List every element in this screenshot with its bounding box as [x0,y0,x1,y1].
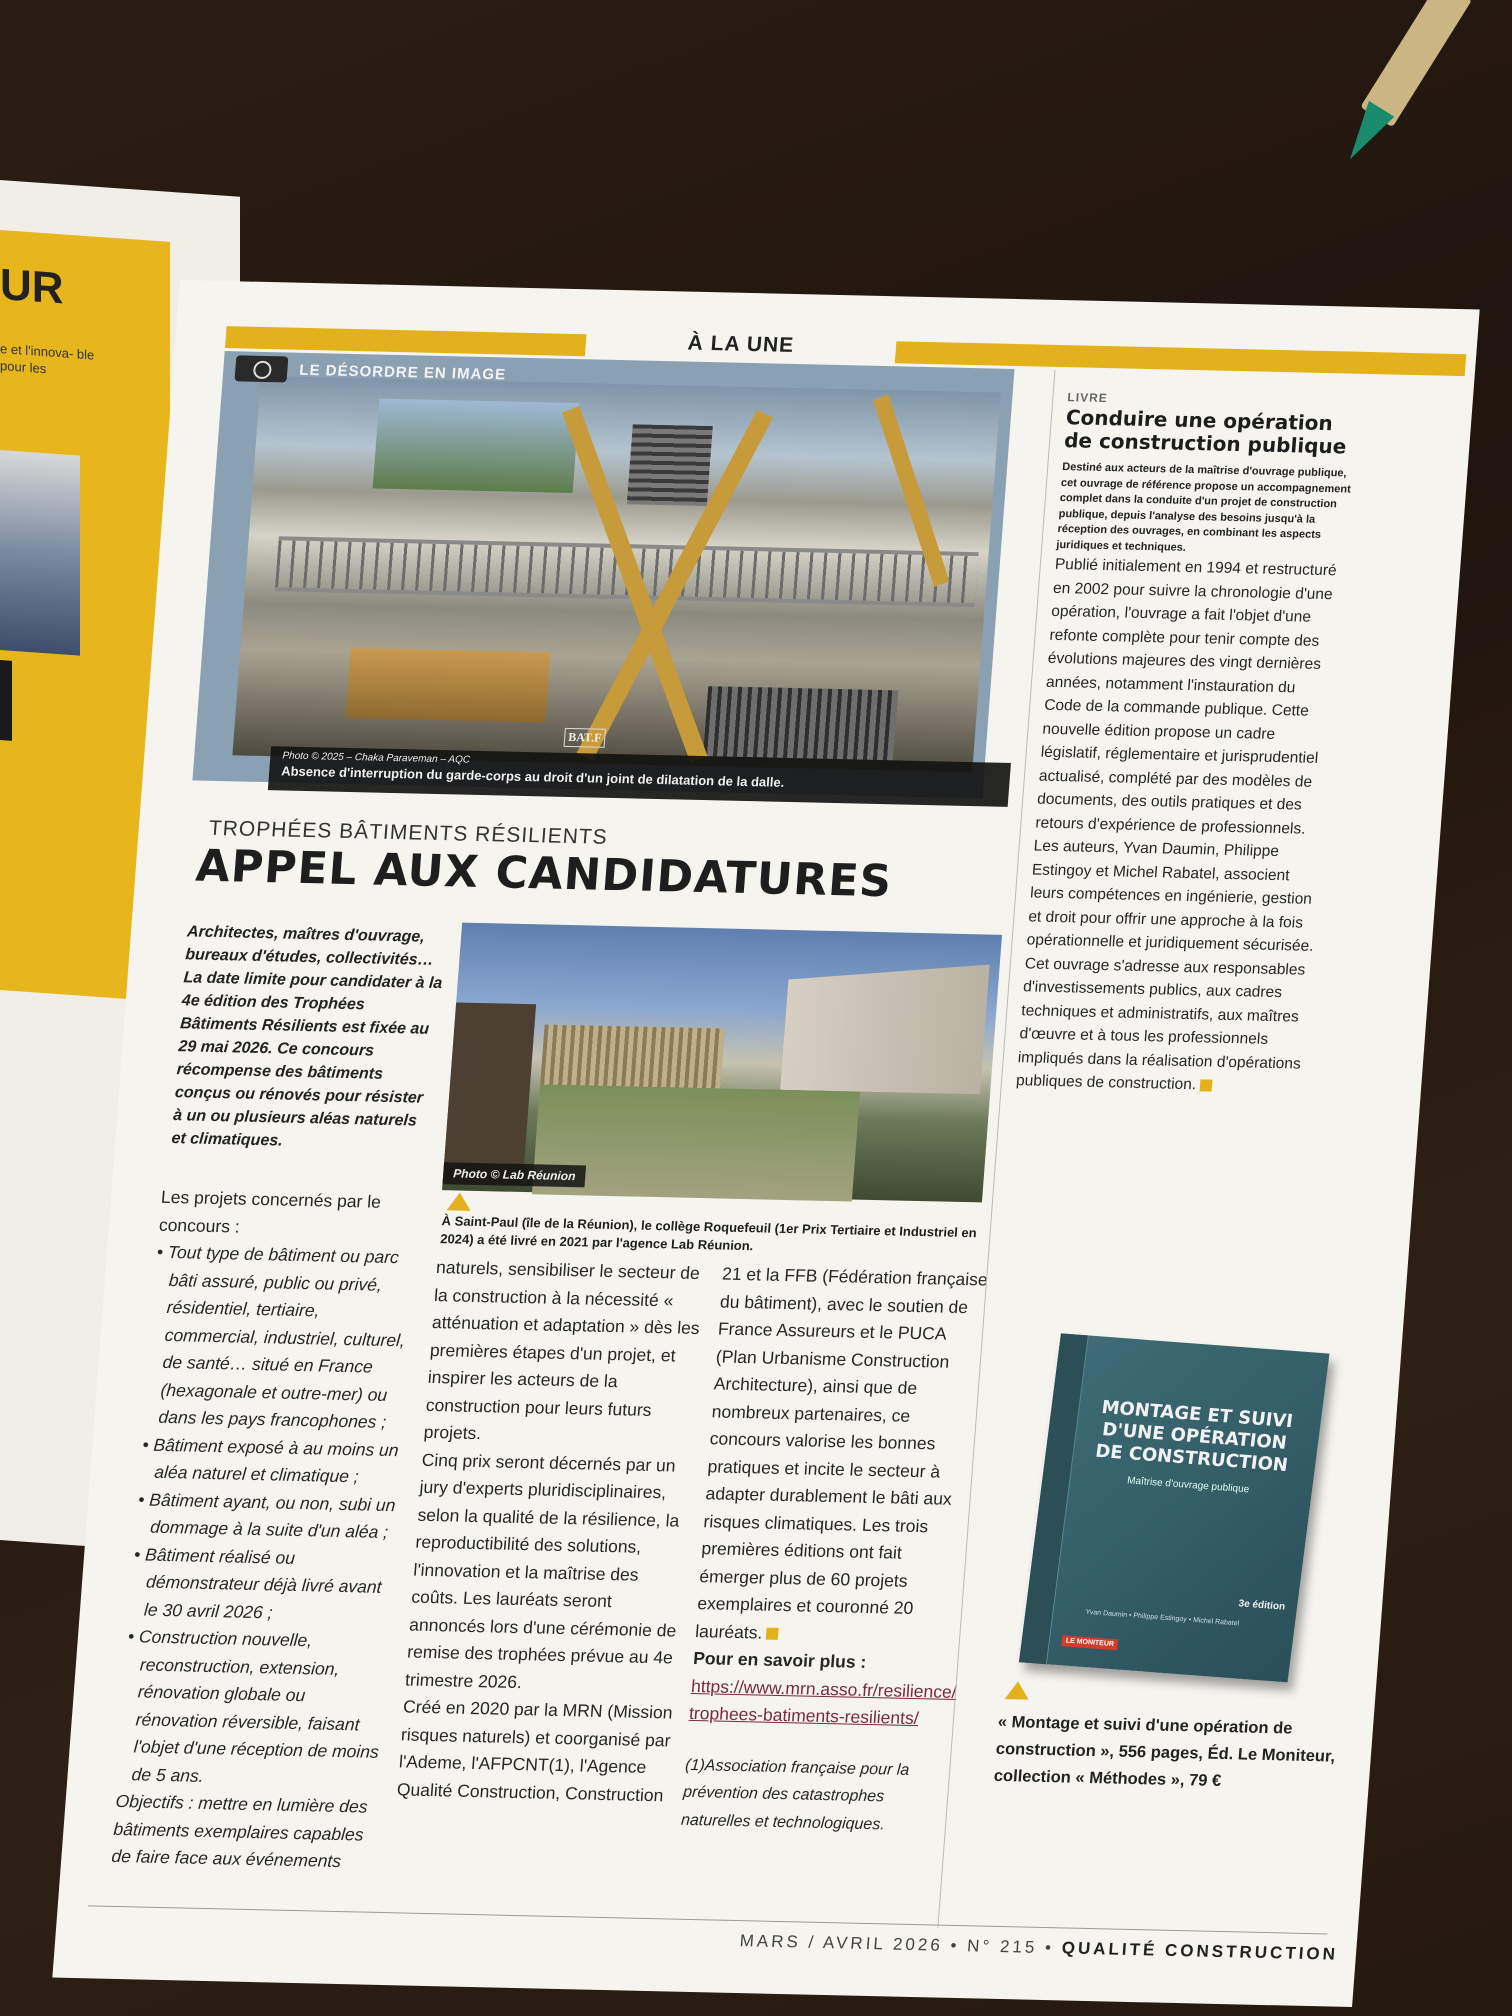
photo-building [443,1002,536,1184]
photo-stamp: BAT.F [564,728,607,748]
pencil [1328,0,1472,178]
book-edition: 3e édition [1237,1598,1286,1613]
book-subtitle: Maîtrise d'ouvrage publique [1126,1475,1250,1496]
list-item: • Tout type de bâtiment ou parc bâti assuré, public ou privé, résidentiel, tertiaire, commercial, industriel, culturel, de santé… situé en France (hexagonale et outre-mer) ou dans les pays francophones ; [156,1241,406,1432]
camera-icon [234,355,288,382]
list-item-text: Construction nouvelle, reconstruction, extension, rénovation globale ou rénovation réversible, faisant l'objet d'une réception de moins de 5 ans. [131,1626,380,1786]
end-mark-icon [766,1628,779,1640]
list-item: • Bâtiment ayant, ou non, subi un dommage à la suite d'un aléa ; [137,1488,397,1543]
article-headline: APPEL AUX CANDIDATURES [194,840,894,908]
book-authors: Yvan Daumin • Philippe Estingoy • Michel Rabatel [1085,1608,1240,1628]
article-paragraph: naturels, sensibiliser le secteur de la construction à la nécessité « atténuation et adaptation » dès les premières étapes d'un projet, et inspirer les acteurs de la construction pour leurs futurs projets. [423,1257,701,1444]
magazine-page [52,280,1479,2007]
photo-caption: Absence d'interruption du garde-corps au droit d'un joint de dilatation de la dalle. [280,763,785,790]
left-page-snippet: e et l'innova- ble pour les [0,341,95,377]
triangle-marker-icon [1005,1681,1030,1700]
photo-caption-box [268,746,1011,807]
sidebar-label: LIVRE [1066,390,1109,406]
defect-photo-block [192,351,1014,798]
book-spine [1019,1333,1089,1664]
footnote: (1)Association française pour la prévention des catastrophes naturelles et technologiques. [680,1756,910,1833]
photo-window-lower [703,686,898,760]
sidebar-lead: Destiné aux acteurs de la maîtrise d'ouvrage publique, cet ouvrage de référence propose un accompagnement complet dans la conduite d'un projet de construction publique, depuis l'analyse des besoins jusqu'à la réception des ouvrages, en combinant les aspects juridiques et techniques. [1055,461,1352,554]
list-item: • Construction nouvelle, reconstruction, extension, rénovation globale ou rénovation réversible, faisant l'objet d'une réception de moins de 5 ans. [127,1626,380,1786]
article-paragraph: Cinq prix seront décernés par un jury d'experts pluridisciplinaires, selon la qualité de la résilience, la reproductibilité des solutions, l'innovation et la maîtrise des coûts. Les lauréats seront annoncés lors d'une cérémonie de remise des trophées prévue au 4e trimestre 2026. [404,1449,681,1692]
photo-block-label: LE DÉSORDRE EN IMAGE [298,361,507,383]
end-mark-icon [1200,1079,1213,1091]
photo-building [540,1024,724,1088]
article-paragraph [694,1261,993,1652]
book-cover [1019,1333,1330,1682]
footer-issue: MARS / AVRIL 2026 • N° 215 • [739,1931,1055,1958]
college-photo-caption: À Saint-Paul (île de la Réunion), le collège Roquefeuil (1er Prix Tertiaire et Industriel en 2024) a été livré en 2021 par l'agence Lab Réunion. [439,1213,978,1254]
photo-window [627,424,713,506]
left-page-photo [0,450,80,656]
college-photo-credit: Photo © Lab Réunion [442,1162,586,1187]
more-info-label: Pour en savoir plus : [692,1648,868,1672]
projects-intro: Les projets concernés par le concours : [158,1186,382,1237]
list-item: • Bâtiment réalisé ou démonstrateur déjà livré avant le 30 avril 2026 ; [133,1543,383,1622]
article-chapo: Architectes, maîtres d'ouvrage, bureaux d'études, collectivités… La date limite pour candidater à la 4e édition des Trophées Bâtiments Résilients est fixée au 29 mai 2026. Ce concours récompense des bâtiments conçus ou rénovés pour résister à un ou plusieurs aléas naturels et climatiques. [170,923,443,1150]
photo-building [780,960,990,1094]
objectives-text: Objectifs : mettre en lumière des bâtiments exemplaires capables de faire face aux événements [110,1790,369,1872]
article-kicker: TROPHÉES BÂTIMENTS RÉSILIENTS [208,816,609,849]
footer-rule [88,1905,1328,1934]
footer-magazine: QUALITÉ CONSTRUCTION [1061,1938,1339,1964]
publisher-logo: LE MONITEUR [1061,1635,1118,1650]
left-page-heading: UR [0,260,64,314]
page-footer [739,1931,1339,1965]
article-paragraph: Créé en 2020 par la MRN (Mission risques naturels) et coorganisé par l'Ademe, l'AFPCNT(1), l'Agence Qualité Construction, Construction [396,1696,674,1805]
left-page-tab [0,660,12,741]
more-info-link[interactable]: https://www.mrn.asso.fr/resilience/trophees-batiments-resilients/ [688,1675,958,1729]
article-paragraph-text: 21 et la FFB (Fédération française du bâtiment), avec le soutien de France Assureurs et le PUCA (Plan Urbanisme Construction Architecture), ainsi que de nombreux partenaires, ce concours valorise les bonnes pratiques et incite le secteur à adapter durablement le bâti aux risques climatiques. Les trois premières éditions ont fait émerger plus de 60 projets exemplaires et couronné 20 lauréats. [694,1263,989,1643]
list-item-text: Bâtiment ayant, ou non, subi un dommage à la suite d'un aléa ; [148,1489,397,1543]
list-item: • Bâtiment exposé à au moins un aléa naturel et climatique ; [141,1433,400,1487]
photo-credit: Photo © 2025 – Chaka Paraveman – AQC [282,750,471,766]
more-info-link-wrap [688,1672,962,1733]
list-item-text: Tout type de bâtiment ou parc bâti assuré, public ou privé, résidentiel, tertiaire, commercial, industriel, culturel, de santé… situé en France (hexagonale et outre-mer) ou dans les pays francophones ; [157,1241,406,1432]
book-sidebar [1015,390,1358,1099]
book-title: MONTAGE ET SUIVI D'UNE OPÉRATION DE CONSTRUCTION [1094,1396,1295,1477]
photo-grass [345,648,550,722]
article-column-2 [396,1254,707,1809]
list-item-text: Bâtiment réalisé ou démonstrateur déjà livré avant le 30 avril 2026 ; [143,1544,383,1622]
sidebar-title: Conduire une opération de construction publique [1063,405,1348,459]
sidebar-body-text: Publié initialement en 1994 et restructuré en 2002 pour suivre la chronologie d'une opération, l'ouvrage a fait l'objet d'une refonte complète pour tenir compte des évolutions majeures des vingt dernières années, notamment l'instauration du Code de la commande publique. Cette nouvelle édition propose un cadre législatif, réglementaire et jurisprudentiel actualisé, complété par des modèles de documents, des outils pratiques et des retours d'expérience de professionnels. Les auteurs, Yvan Daumin, Philippe Estingoy et Michel Rabatel, associent leurs compétences en ingénierie, gestion et droit pour offrir une approche à la fois opérationnelle et juridiquement sécurisée. Cet ouvrage s'adresse aux responsables d'investissements publics, aux cadres techniques et administratifs, aux maîtres d'œuvre et à tous les professionnels impliqués dans la réalisation d'opérations publiques de construction. [1015,555,1338,1094]
triangle-marker-icon [447,1192,472,1211]
article-column-1 [110,1184,422,1876]
college-photo [442,923,1002,1203]
list-item-text: Bâtiment exposé à au moins un aléa naturel et climatique ; [152,1434,400,1487]
book-caption: « Montage et suivi d'une opération de construction », 556 pages, Éd. Le Moniteur, collection « Méthodes », 79 € [993,1712,1336,1790]
rubric: À LA UNE [585,329,897,366]
defect-photo [232,376,1000,790]
photo-sky [373,399,580,493]
article-column-3 [680,1261,993,1840]
sidebar-body [1015,553,1346,1099]
